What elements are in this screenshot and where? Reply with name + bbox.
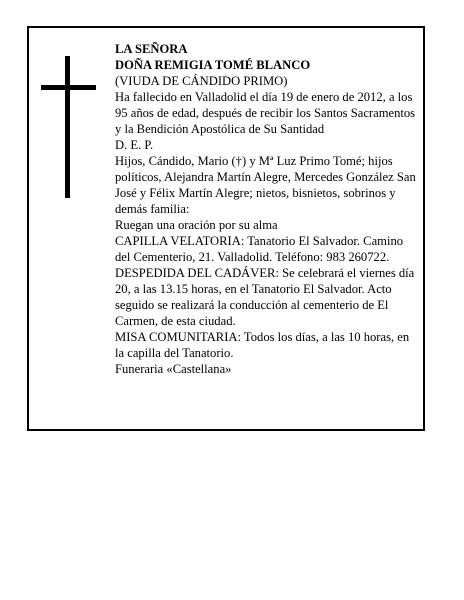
death-announcement: Ha fallecido en Valladolid el día 19 de enero de 2012, a los 95 años de edad, después de recibir los Santos Sacramentos y la Bendición Apostólica de Su Santidad [115, 90, 416, 136]
rip-line: D. E. P. [115, 138, 154, 152]
obituary-notice [27, 26, 425, 431]
family-list: Hijos, Cándido, Mario (†) y Mª Luz Primo Tomé; hijos políticos, Alejandra Martín Alegre, Mercedes González San José y Félix Martín Alegre; nietos, bisnietos, sobrinos y demás familia: [115, 154, 416, 216]
cross-icon [41, 56, 96, 198]
deceased-name: DOÑA REMIGIA TOMÉ BLANCO [115, 58, 311, 72]
widow-of-line: (VIUDA DE CÁNDIDO PRIMO) [115, 74, 288, 88]
cross-horizontal-bar [41, 85, 96, 90]
notice-text [115, 41, 421, 377]
farewell-info: DESPEDIDA DEL CADÁVER: Se celebrará el viernes día 20, a las 13.15 horas, en el Tanatorio El Salvador. Acto seguido se realizará la conducción al cementerio de El Carmen, de esta ciudad. [115, 266, 415, 328]
chapel-info: CAPILLA VELATORIA: Tanatorio El Salvador. Camino del Cementerio, 21. Valladolid. Teléfono: 983 260722. [115, 234, 404, 264]
funeral-home: Funeraria «Castellana» [115, 362, 232, 376]
cross-vertical-bar [65, 56, 70, 198]
mass-info: MISA COMUNITARIA: Todos los días, a las 10 horas, en la capilla del Tanatorio. [115, 330, 410, 360]
notice-title: LA SEÑORA [115, 42, 188, 56]
prayer-request: Ruegan una oración por su alma [115, 218, 278, 232]
